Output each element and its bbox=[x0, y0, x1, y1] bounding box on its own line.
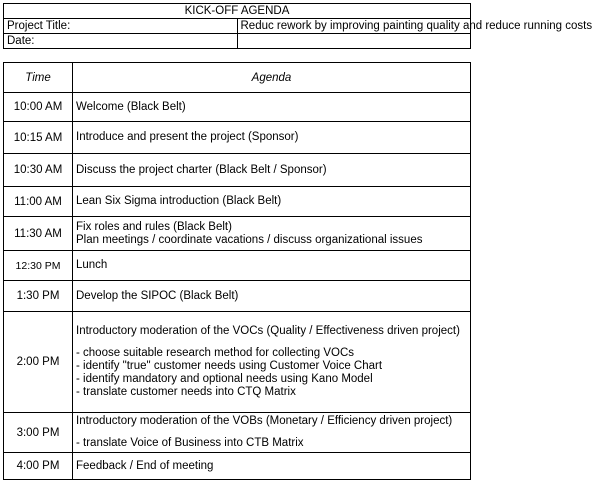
agenda-time: 4:00 PM bbox=[4, 453, 73, 480]
agenda-item-line: Discuss the project charter (Black Belt / Sponsor) bbox=[76, 163, 327, 176]
agenda-row bbox=[4, 154, 471, 187]
agenda-item bbox=[73, 187, 471, 217]
agenda-item-line: Lunch bbox=[76, 259, 108, 271]
agenda-time: 11:00 AM bbox=[4, 187, 73, 217]
agenda-row bbox=[4, 251, 471, 281]
agenda-item bbox=[73, 251, 471, 281]
agenda-item bbox=[73, 122, 471, 154]
agenda-body bbox=[4, 93, 471, 480]
agenda-item bbox=[73, 281, 471, 312]
agenda-row bbox=[4, 217, 471, 251]
agenda-item bbox=[73, 453, 471, 480]
agenda-item-line: Plan meetings / coordinate vacations / discuss organizational issues bbox=[76, 233, 423, 246]
date-label: Date: bbox=[4, 34, 238, 49]
agenda-row bbox=[4, 187, 471, 217]
agenda-item-line: Develop the SIPOC (Black Belt) bbox=[76, 289, 239, 302]
agenda-item-line: - translate customer needs into CTQ Matrix bbox=[76, 386, 296, 398]
agenda-item bbox=[73, 312, 471, 413]
agenda-item bbox=[73, 413, 471, 453]
agenda-column-header: Agenda bbox=[73, 63, 471, 93]
agenda-item-line: - identify "true" customer needs using Customer Voice Chart bbox=[76, 360, 383, 372]
agenda-row bbox=[4, 93, 471, 122]
agenda-item-line: Welcome (Black Belt) bbox=[76, 100, 186, 113]
agenda-item-line bbox=[76, 428, 467, 437]
agenda-time: 12:30 PM bbox=[4, 251, 73, 281]
time-column-header: Time bbox=[4, 63, 73, 93]
agenda-item-line: - choose suitable research method for collecting VOCs bbox=[76, 347, 355, 359]
project-title-label: Project Title: bbox=[4, 19, 238, 34]
agenda-time: 3:00 PM bbox=[4, 413, 73, 453]
agenda-row bbox=[4, 281, 471, 312]
agenda-item bbox=[73, 154, 471, 187]
agenda-row bbox=[4, 122, 471, 154]
agenda-item bbox=[73, 93, 471, 122]
agenda-time: 1:30 PM bbox=[4, 281, 73, 312]
agenda-time: 10:00 AM bbox=[4, 93, 73, 122]
agenda-item-line: - identify mandatory and optional needs using Kano Model bbox=[76, 373, 373, 385]
header-table bbox=[3, 3, 592, 49]
date-value[interactable] bbox=[237, 34, 471, 49]
agenda-item-line: Introductory moderation of the VOCs (Quality / Effectiveness driven project) bbox=[76, 325, 460, 337]
agenda-row bbox=[4, 413, 471, 453]
agenda-item-line: Lean Six Sigma introduction (Black Belt) bbox=[76, 195, 282, 207]
agenda-item-line: Fix roles and rules (Black Belt) bbox=[76, 220, 232, 233]
agenda-time: 11:30 AM bbox=[4, 217, 73, 251]
agenda-item bbox=[73, 217, 471, 251]
agenda-item-line: Feedback / End of meeting bbox=[76, 459, 214, 472]
agenda-row bbox=[4, 453, 471, 480]
agenda-item-line: Introduce and present the project (Sponsor) bbox=[76, 131, 299, 143]
agenda-item-line: - translate Voice of Business into CTB Matrix bbox=[76, 437, 304, 449]
agenda-time: 10:30 AM bbox=[4, 154, 73, 187]
agenda-row bbox=[4, 312, 471, 413]
agenda-time: 10:15 AM bbox=[4, 122, 73, 154]
agenda-item-line: Introductory moderation of the VOBs (Monetary / Efficiency driven project) bbox=[76, 415, 453, 427]
agenda-time: 2:00 PM bbox=[4, 312, 73, 413]
agenda-item-line bbox=[76, 338, 467, 347]
agenda-table bbox=[3, 62, 471, 480]
project-title-value[interactable]: Reduc rework by improving painting quality and reduce running costs bbox=[237, 19, 471, 34]
agenda-title: KICK-OFF AGENDA bbox=[4, 4, 471, 19]
